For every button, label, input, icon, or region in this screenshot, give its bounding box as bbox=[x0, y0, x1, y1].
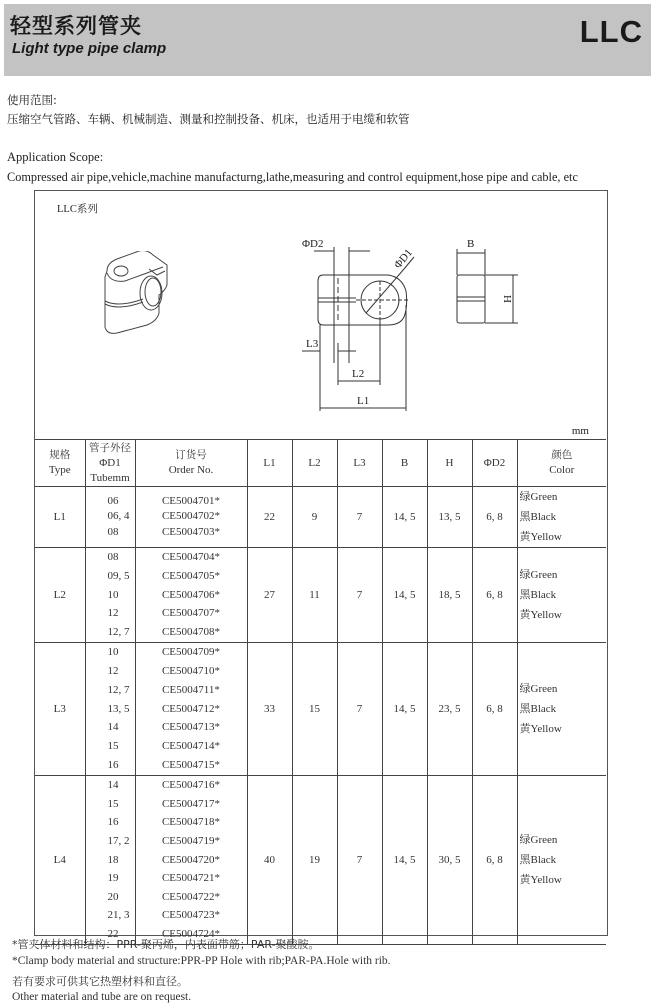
table-header-row bbox=[35, 440, 606, 487]
series-label: LLC系列 bbox=[57, 204, 98, 215]
cell-l3: 7 bbox=[337, 775, 382, 944]
order-number: CE5004701* bbox=[161, 495, 221, 507]
color-option: 黑Black bbox=[519, 853, 557, 866]
dim-label-l3: L3 bbox=[306, 338, 319, 350]
screw-hole bbox=[114, 266, 128, 276]
tube-diameter: 18 bbox=[107, 853, 119, 866]
order-number: CE5004723* bbox=[161, 909, 221, 922]
tube-diameter: 10 bbox=[107, 645, 119, 658]
color-option: 绿Green bbox=[519, 682, 558, 695]
order-number: CE5004716* bbox=[161, 778, 221, 791]
cell-colors bbox=[517, 642, 606, 775]
cell-h: 13, 5 bbox=[427, 487, 472, 548]
cell-l3: 7 bbox=[337, 642, 382, 775]
tube-diameter: 14 bbox=[107, 778, 119, 791]
table-row bbox=[35, 548, 606, 643]
order-number: CE5004719* bbox=[161, 834, 221, 847]
cell-h: 30, 5 bbox=[427, 775, 472, 944]
color-option: 黄Yellow bbox=[519, 873, 562, 886]
table-row bbox=[35, 642, 606, 775]
cell-orders bbox=[135, 548, 247, 643]
cell-orders bbox=[135, 642, 247, 775]
cell-l2: 19 bbox=[292, 775, 337, 944]
color-option: 黑Black bbox=[519, 511, 557, 523]
cell-l1: 27 bbox=[247, 548, 292, 643]
note-material-en: *Clamp body material and structure:PPR-PP Hole with rib;PAR-PA.Hole with rib. bbox=[12, 955, 391, 967]
tube-diameter: 10 bbox=[107, 588, 119, 601]
header-type: 规格 Type bbox=[35, 440, 85, 487]
cell-tubes bbox=[85, 775, 135, 944]
tube-diameter: 13, 5 bbox=[107, 702, 130, 715]
dim-label-d1: ΦD1 bbox=[391, 246, 415, 272]
order-number: CE5004721* bbox=[161, 872, 221, 885]
order-number: CE5004708* bbox=[161, 626, 221, 639]
dim-label-b: B bbox=[467, 238, 475, 250]
color-option: 绿Green bbox=[519, 568, 558, 581]
cell-l3: 7 bbox=[337, 487, 382, 548]
cell-h: 18, 5 bbox=[427, 548, 472, 643]
tube-diameter: 17, 2 bbox=[107, 834, 130, 847]
cell-orders bbox=[135, 775, 247, 944]
spec-table bbox=[35, 439, 606, 945]
cell-b: 14, 5 bbox=[382, 487, 427, 548]
color-option: 黑Black bbox=[519, 588, 557, 601]
cell-l2: 9 bbox=[292, 487, 337, 548]
note-material-cn: *管夹体材料和结构：PPR-聚丙烯，内表面带筋；PAR-聚酸胺。 bbox=[12, 938, 320, 951]
scope-text-en: Compressed air pipe,vehicle,machine manufacturng,lathe,measuring and control equipment,hose pipe and cable, etc bbox=[7, 170, 578, 184]
cell-type: L1 bbox=[35, 487, 85, 548]
order-number: CE5004722* bbox=[161, 890, 221, 903]
order-number: CE5004711* bbox=[162, 683, 220, 696]
cell-tubes bbox=[85, 642, 135, 775]
cell-l2: 15 bbox=[292, 642, 337, 775]
tube-diameter: 19 bbox=[107, 872, 119, 885]
note-request-en: Other material and tube are on request. bbox=[12, 991, 192, 1003]
order-number: CE5004705* bbox=[161, 569, 221, 582]
dim-label-l2: L2 bbox=[352, 368, 365, 380]
tube-diameter: 09, 5 bbox=[107, 569, 130, 582]
order-number: CE5004718* bbox=[161, 816, 221, 829]
order-number: CE5004713* bbox=[161, 721, 221, 734]
tube-diameter: 22 bbox=[107, 928, 119, 941]
title-chinese: 轻型系列管夹 bbox=[10, 14, 142, 38]
cell-tubes bbox=[85, 548, 135, 643]
header-d2: ΦD2 bbox=[472, 440, 517, 487]
cell-tubes bbox=[85, 487, 135, 548]
header-color: 颜色 Color bbox=[517, 440, 606, 487]
tube-diameter: 12, 7 bbox=[107, 683, 130, 696]
cell-d2: 6, 8 bbox=[472, 487, 517, 548]
spec-box bbox=[34, 190, 608, 941]
cell-colors bbox=[517, 487, 606, 548]
cell-d2: 6, 8 bbox=[472, 775, 517, 944]
header-b: B bbox=[382, 440, 427, 487]
cell-l1: 40 bbox=[247, 775, 292, 944]
tube-diameter: 16 bbox=[107, 816, 119, 829]
cell-l1: 33 bbox=[247, 642, 292, 775]
cell-l3: 7 bbox=[337, 548, 382, 643]
cell-type: L3 bbox=[35, 642, 85, 775]
order-number: CE5004709* bbox=[161, 645, 221, 658]
order-number: CE5004717* bbox=[161, 797, 221, 810]
color-option: 黄Yellow bbox=[519, 722, 562, 735]
tube-diameter: 16 bbox=[107, 759, 119, 772]
cell-l2: 11 bbox=[292, 548, 337, 643]
tube-diameter: 08 bbox=[107, 551, 119, 563]
color-option: 黑Black bbox=[519, 702, 557, 715]
clamp-isometric-drawing bbox=[97, 251, 187, 341]
cell-b: 14, 5 bbox=[382, 548, 427, 643]
tube-diameter: 06 bbox=[107, 495, 119, 507]
header-order: 订货号 Order No. bbox=[135, 440, 247, 487]
color-option: 黄Yellow bbox=[519, 531, 562, 543]
cell-d2: 6, 8 bbox=[472, 548, 517, 643]
cell-colors bbox=[517, 775, 606, 944]
technical-drawing bbox=[300, 233, 530, 418]
order-number: CE5004714* bbox=[161, 740, 221, 753]
tube-diameter: 12 bbox=[107, 664, 119, 677]
pipe-bore bbox=[140, 276, 162, 310]
unit-label: mm bbox=[571, 425, 589, 437]
cell-orders bbox=[135, 487, 247, 548]
color-option: 绿Green bbox=[519, 491, 558, 503]
tube-diameter: 06, 4 bbox=[107, 510, 130, 523]
tube-diameter: 15 bbox=[107, 797, 119, 810]
table-row bbox=[35, 487, 606, 548]
header-banner bbox=[4, 4, 651, 76]
scope-text-cn: 压缩空气管路、车辆、机械制造、测量和控制投备、机床，也适用于电缆和软管 bbox=[7, 112, 410, 126]
color-option: 绿Green bbox=[519, 833, 558, 846]
cell-h: 23, 5 bbox=[427, 642, 472, 775]
order-number: CE5004704* bbox=[161, 551, 221, 563]
scope-label-en: Application Scope: bbox=[7, 150, 104, 164]
order-number: CE5004710* bbox=[161, 664, 221, 677]
header-l1: L1 bbox=[247, 440, 292, 487]
product-code: LLC bbox=[579, 14, 643, 49]
dim-label-l1: L1 bbox=[357, 395, 370, 407]
note-request-cn: 若有要求可供其它热塑材料和直径。 bbox=[12, 975, 188, 988]
dim-label-d2: ΦD2 bbox=[302, 238, 324, 250]
header-l2: L2 bbox=[292, 440, 337, 487]
order-number: CE5004715* bbox=[161, 759, 221, 772]
cell-colors bbox=[517, 548, 606, 643]
dim-label-h: H bbox=[501, 295, 513, 303]
header-l3: L3 bbox=[337, 440, 382, 487]
order-number: CE5004707* bbox=[161, 607, 221, 620]
order-number: CE5004702* bbox=[161, 510, 221, 523]
tube-diameter: 08 bbox=[107, 525, 119, 538]
cell-b: 14, 5 bbox=[382, 775, 427, 944]
side-view-outline bbox=[457, 275, 485, 323]
tube-diameter: 12 bbox=[107, 607, 119, 620]
title-english: Light type pipe clamp bbox=[12, 40, 167, 57]
tube-diameter: 12, 7 bbox=[107, 626, 130, 639]
color-option: 黄Yellow bbox=[519, 608, 562, 621]
order-number: CE5004703* bbox=[161, 525, 221, 538]
scope-label-cn: 使用范围: bbox=[7, 93, 57, 107]
tube-diameter: 15 bbox=[107, 740, 119, 753]
order-number: CE5004712* bbox=[161, 702, 221, 715]
cell-type: L4 bbox=[35, 775, 85, 944]
cell-type: L2 bbox=[35, 548, 85, 643]
cell-l1: 22 bbox=[247, 487, 292, 548]
header-h: H bbox=[427, 440, 472, 487]
tube-diameter: 14 bbox=[107, 721, 119, 734]
order-number: CE5004724* bbox=[161, 928, 221, 941]
header-tube: 管子外径 ΦD1 Tubemm bbox=[85, 440, 135, 487]
clamp-body-outline bbox=[105, 251, 167, 333]
tube-diameter: 21, 3 bbox=[107, 909, 130, 922]
cell-d2: 6, 8 bbox=[472, 642, 517, 775]
cell-b: 14, 5 bbox=[382, 642, 427, 775]
tube-diameter: 20 bbox=[107, 890, 119, 903]
order-number: CE5004706* bbox=[161, 588, 221, 601]
table-row bbox=[35, 775, 606, 944]
order-number: CE5004720* bbox=[161, 853, 221, 866]
